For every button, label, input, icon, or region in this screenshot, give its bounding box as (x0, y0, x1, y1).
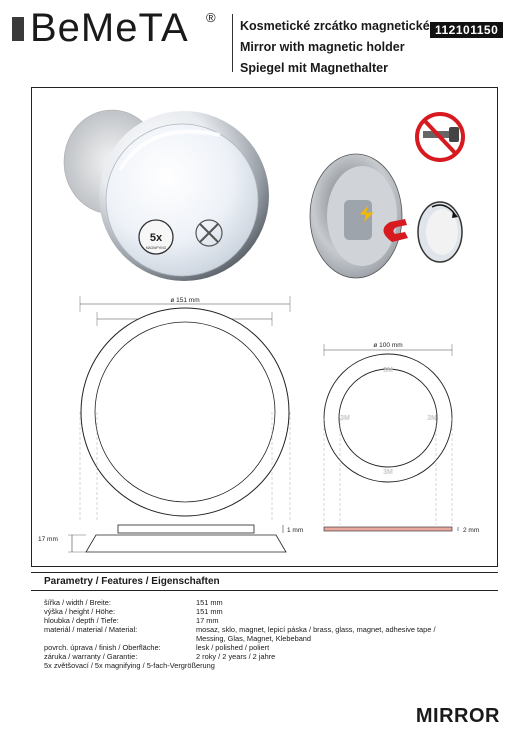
side-view-drawing (38, 525, 303, 552)
feature-value: 17 mm (196, 616, 219, 625)
holder-side-view (324, 527, 479, 534)
feature-label: 5x zvětšovací / 5x magnifying / 5-fach-Vergrößerung (44, 661, 215, 670)
base-thickness-label: 1 mm (287, 527, 304, 534)
magnifier-badge-sub: MAGNIFYING (145, 246, 167, 250)
features-rule-bottom (31, 590, 498, 591)
holder-diameter-label: ø 100 mm (373, 342, 403, 349)
title-english: Mirror with magnetic holder (240, 40, 405, 54)
magnifier-badge-text: 5x (149, 232, 163, 244)
front-view-drawing (80, 296, 290, 520)
feature-value: mosaz, sklo, magnet, lepicí páska / brass, glass, magnet, adhesive tape / (196, 625, 436, 634)
feature-label: šířka / width / Breite: (44, 598, 111, 607)
category-label: MIRROR (415, 705, 500, 727)
feature-value: 2 roky / 2 years / 2 jahre (196, 652, 276, 661)
tape-mark-right: 3M (427, 415, 437, 422)
features-title: Parametry / Features / Eigenschaften (44, 576, 220, 587)
tape-mark-left: 3M (340, 415, 350, 422)
feature-label: hloubka / depth / Tiefe: (44, 616, 119, 625)
depth-label: 17 mm (38, 536, 58, 543)
brand-logo: BeMeTA (30, 6, 189, 50)
feature-value: 151 mm (196, 607, 223, 616)
tape-mark-bottom: 3M (383, 469, 393, 476)
feature-label: výška / height / Höhe: (44, 607, 116, 616)
mirror-photo (64, 110, 269, 281)
feature-value: 151 mm (196, 598, 223, 607)
feature-label: povrch. úprava / finish / Oberfläche: (44, 643, 161, 652)
features-rule-top (31, 572, 498, 573)
feature-label: záruka / warranty / Garantie: (44, 652, 138, 661)
product-code-badge: 112101150 (430, 22, 503, 38)
title-german: Spiegel mit Magnethalter (240, 61, 388, 75)
tape-mark-top: 3M (383, 367, 393, 374)
holder-illustration (310, 154, 462, 278)
outer-diameter-label: ø 151 mm (170, 297, 200, 304)
feature-label: materiál / material / Material: (44, 625, 138, 634)
holder-front-view (324, 342, 452, 525)
title-czech: Kosmetické zrcátko magnetické (240, 19, 430, 33)
registered-mark: ® (206, 10, 216, 25)
feature-value: lesk / polished / poliert (196, 643, 270, 652)
holder-thickness-label: 2 mm (463, 527, 480, 534)
magnifier-badge-icon (139, 220, 173, 254)
feature-value: Messing, Glas, Magnet, Klebeband (196, 634, 312, 643)
no-drilling-icon (417, 114, 463, 160)
